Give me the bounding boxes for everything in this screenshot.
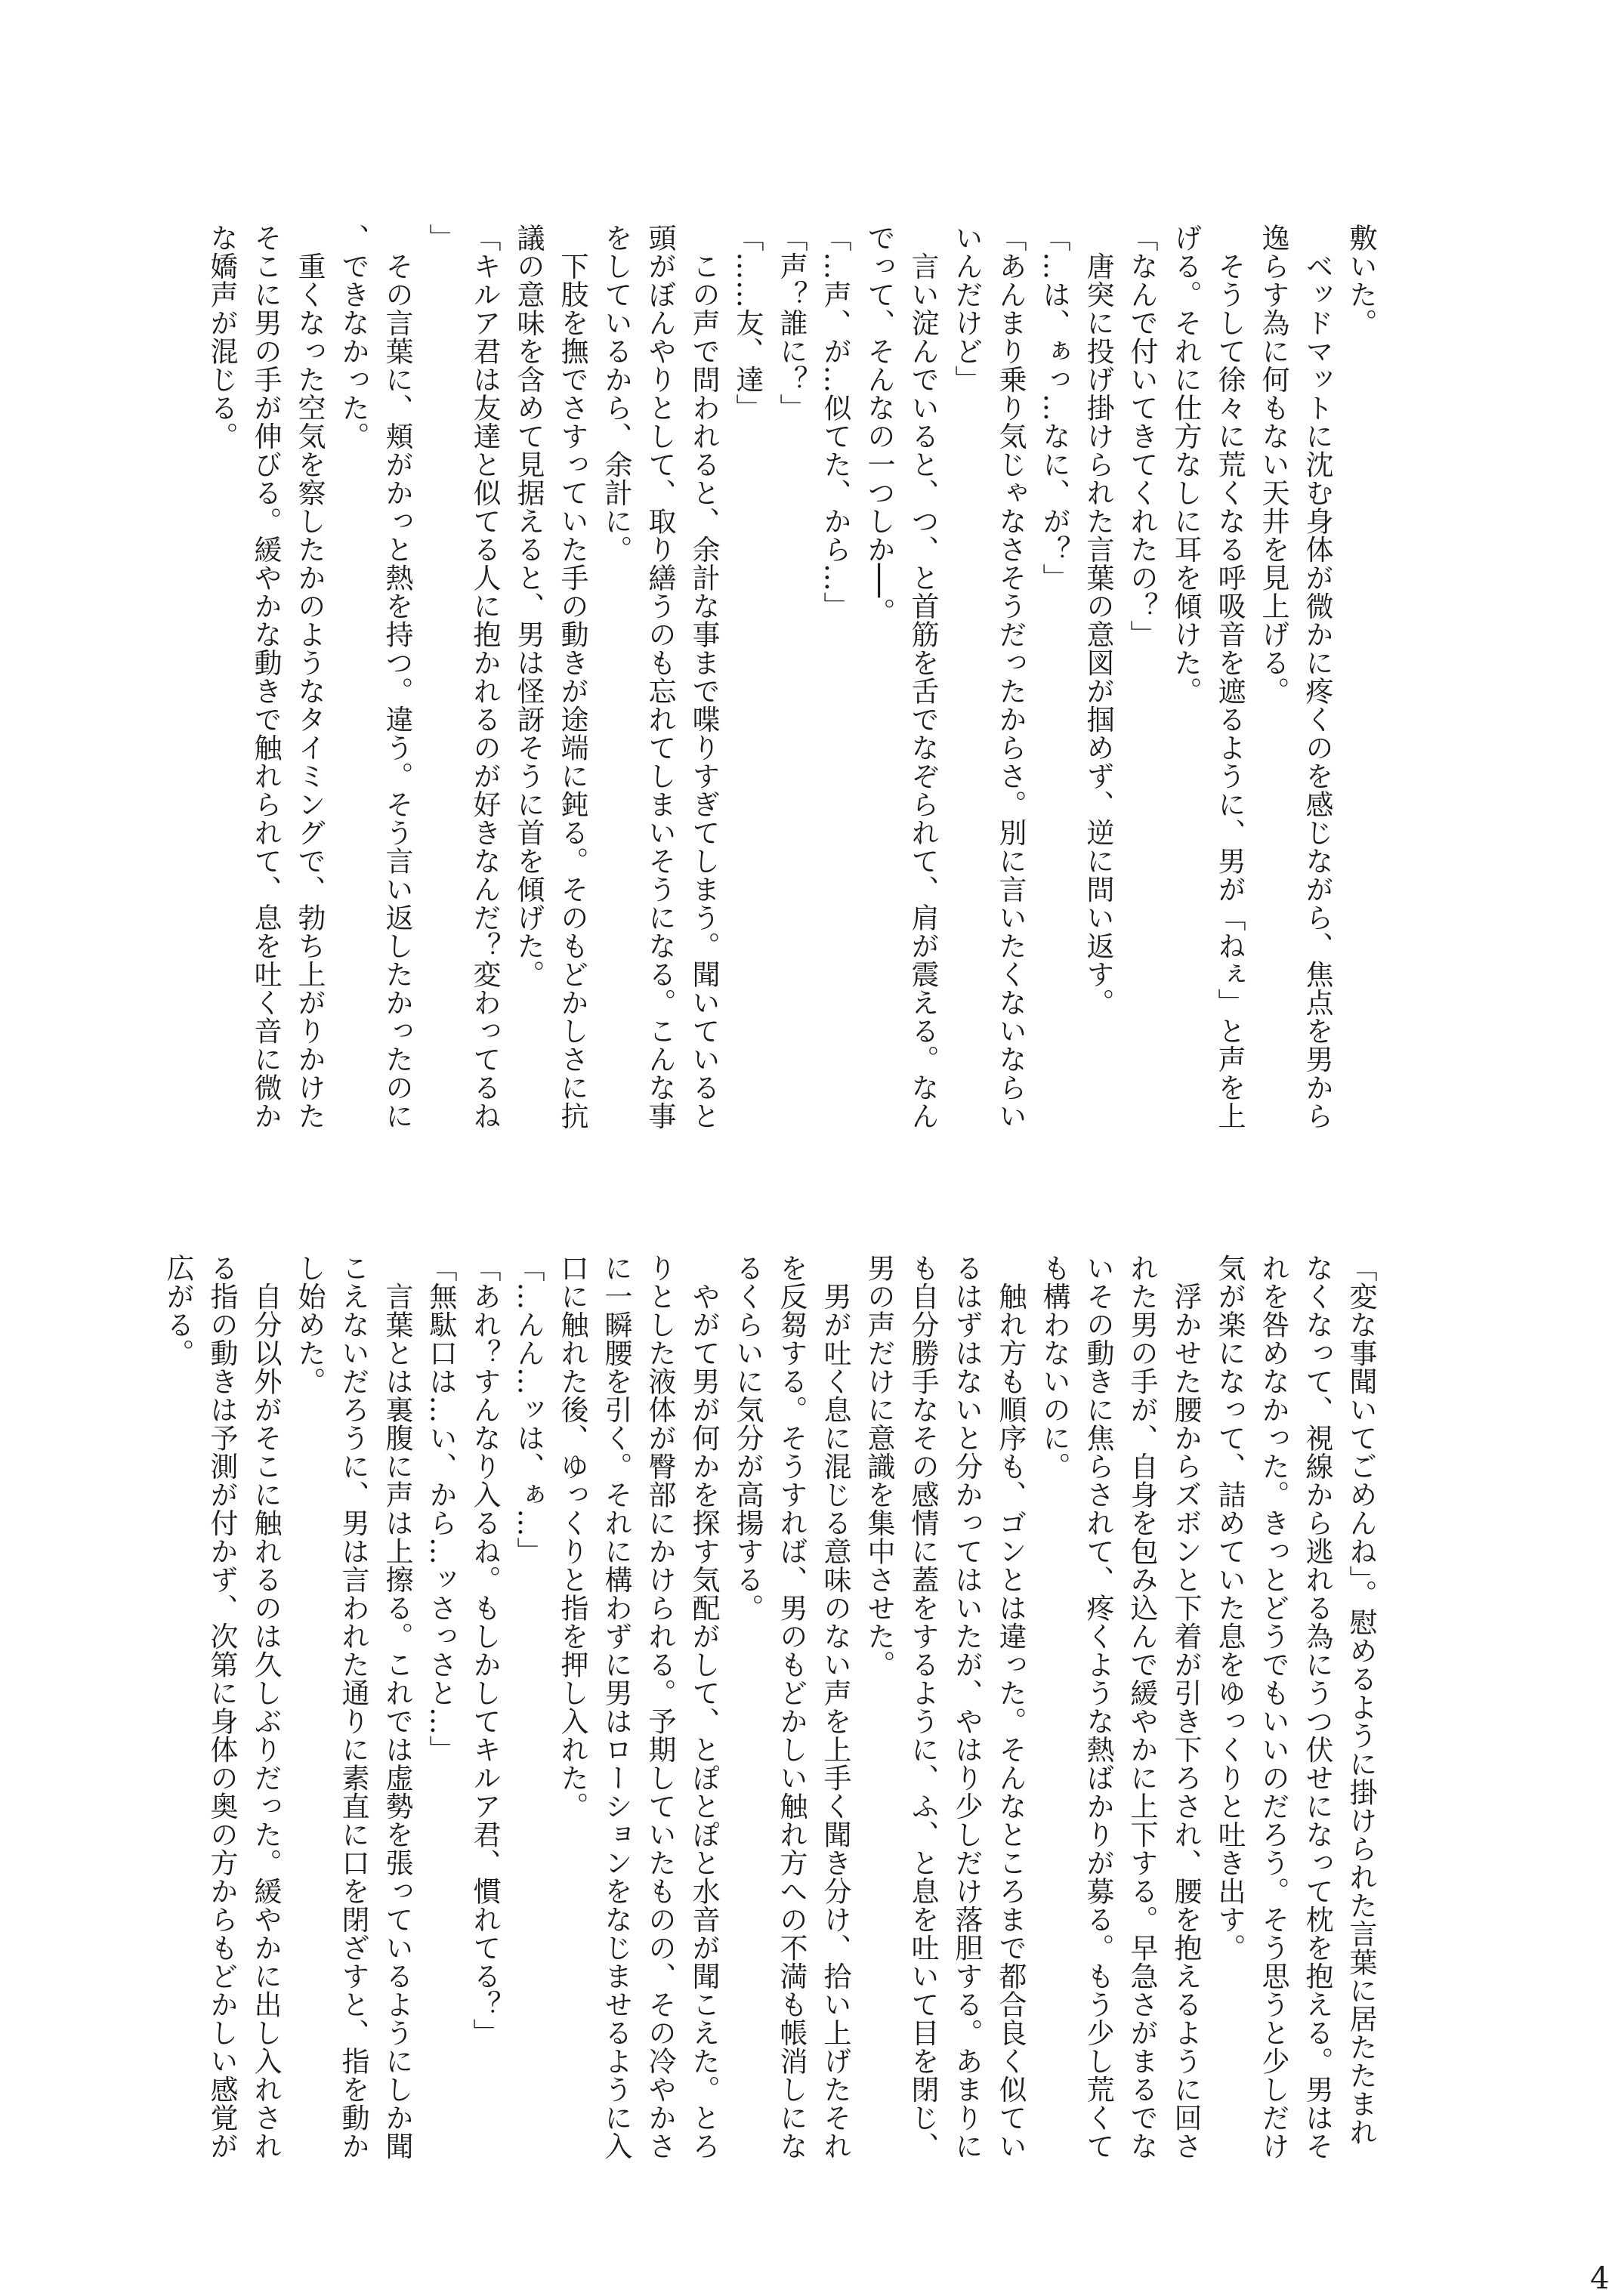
dialogue-line: 「声？誰に？」 — [775, 224, 808, 422]
paragraph: 自分以外がそこに触れるのは久しぶりだった。緩やかに出し入れされ る指の動きは予測が付かず、次第に身体の奥の方からもどかしい感覚が 広がる。 — [162, 1254, 282, 2160]
paragraph: 言葉とは裏腹に声は上擦る。これでは虚勢を張っているようにしか聞 こえないだろうに、男は言われた通りに素直に口を閉ざすと、指を動か し始めた。 — [293, 1254, 413, 2160]
paragraph: 唐突に投げ掛けられた言葉の意図が掴めず、逆に問い返す。 — [1082, 224, 1114, 1017]
page-number-text: 4 — [1590, 2261, 1609, 2296]
paragraph: 「変な事聞いてごめんね」。慰めるように掛けられた言葉に居たたまれ なくなって、視線から逃れる為にうつ伏せになって枕を抱える。男はそ れを咎めなかった。きっとどうでもいいのだろう。そう思うと少しだけ 気が楽になって、詰めていた息をゆっくりと吐き出す。 — [1213, 1254, 1377, 2160]
paragraph: 下肢を撫でさすっていた手の動きが途端に鈍る。そのもどかしさに抗 議の意味を含めて見据えると、男は怪訝そうに首を傾げた。 — [512, 224, 588, 1130]
dialogue-line: 「あんまり乗り気じゃなさそうだったからさ。別に言いたくないならい いんだけど」 — [950, 224, 1027, 1130]
paragraph: 敷いた。 — [1345, 224, 1377, 337]
dialogue-line: 「…んん…ッは、ぁ…」 — [512, 1254, 545, 1566]
paragraph: 重くなった空気を察したかのようなタイミングで、勃ち上がりかけた そこに男の手が伸びる。緩やかな動きで触れられて、息を吐く音に微か な嬌声が混じる。 — [205, 224, 326, 1130]
dialogue-line: 「……友、達」 — [731, 224, 764, 422]
dialogue-line: 「無駄口は…い、から…ッさっさと…」 — [425, 1254, 457, 1764]
dialogue-line: 「…声、が…似てた、から…」 — [819, 224, 851, 620]
page-number — [1590, 2261, 1609, 2296]
paragraph: 男が吐く息に混じる意味のない声を上手く聞き分け、拾い上げたそれ を反芻する。そうすれば、男のもどかしい触れ方への不満も帳消しにな るくらいに気分が高揚する。 — [731, 1254, 851, 2160]
dialogue-line: 「なんで付いてきてくれたの？」 — [1126, 224, 1158, 649]
upper-text-block — [199, 224, 1382, 1160]
dialogue-line: 「…は、ぁっ…なに、が？」 — [1038, 224, 1070, 592]
dialogue-line: 「あれ？すんなり入るね。もしかしてキルア君、慣れてる？」 — [468, 1254, 501, 2047]
paragraph: 触れ方も順序も、ゴンとは違った。そんなところまで都合良く似てい るはずはないと分かってはいたが、やはり少しだけ落胆する。あまりに も自分勝手なその感情に蓋をするように、ふ、と息を吐いて目を閉じ、 男の声だけに意識を集中させた。 — [863, 1254, 1027, 2160]
paragraph: 浮かせた腰からズボンと下着が引き下ろされ、腰を抱えるように回さ れた男の手が、自身を包み込んで緩やかに上下する。早急さがまるでな いその動きに焦らされて、疼くような熱ばかりが募る。もう少し荒くて も構わないのに。 — [1038, 1254, 1202, 2160]
dialogue-line: 「キルア君は友達と似てる人に抱かれるのが好きなんだ？変わってるね 」 — [425, 224, 501, 1130]
lower-text-block — [156, 1254, 1382, 2190]
paragraph: やがて男が何かを探す気配がして、とぽとぽと水音が聞こえた。とろ りとした液体が臀部にかけられる。予期していたものの、その冷やかさ に一瞬腰を引く。それに構わずに男はローションをなじませるように入 口に触れた後、ゆっくりと指を押し入れた。 — [556, 1254, 720, 2160]
paragraph: 言い淀んでいると、つ、と首筋を舌でなぞられて、肩が震える。なん でって、そんなの一つしか──。 — [863, 224, 939, 1130]
paragraph: その言葉に、頬がかっと熱を持つ。違う。そう言い返したかったのに 、できなかった。 — [337, 224, 413, 1130]
paragraph: この声で問われると、余計な事まで喋りすぎてしまう。聞いていると 頭がぼんやりとして、取り繕うのも忘れてしまいそうになる。こんな事 をしているから、余計に。 — [600, 224, 720, 1130]
paragraph: ベッドマットに沈む身体が微かに疼くのを感じながら、焦点を男から 逸らす為に何もない天井を見上げる。 — [1257, 224, 1333, 1130]
paragraph: そうして徐々に荒くなる呼吸音を遮るように、男が「ねぇ」と声を上 げる。それに仕方なしに耳を傾けた。 — [1169, 224, 1246, 1130]
